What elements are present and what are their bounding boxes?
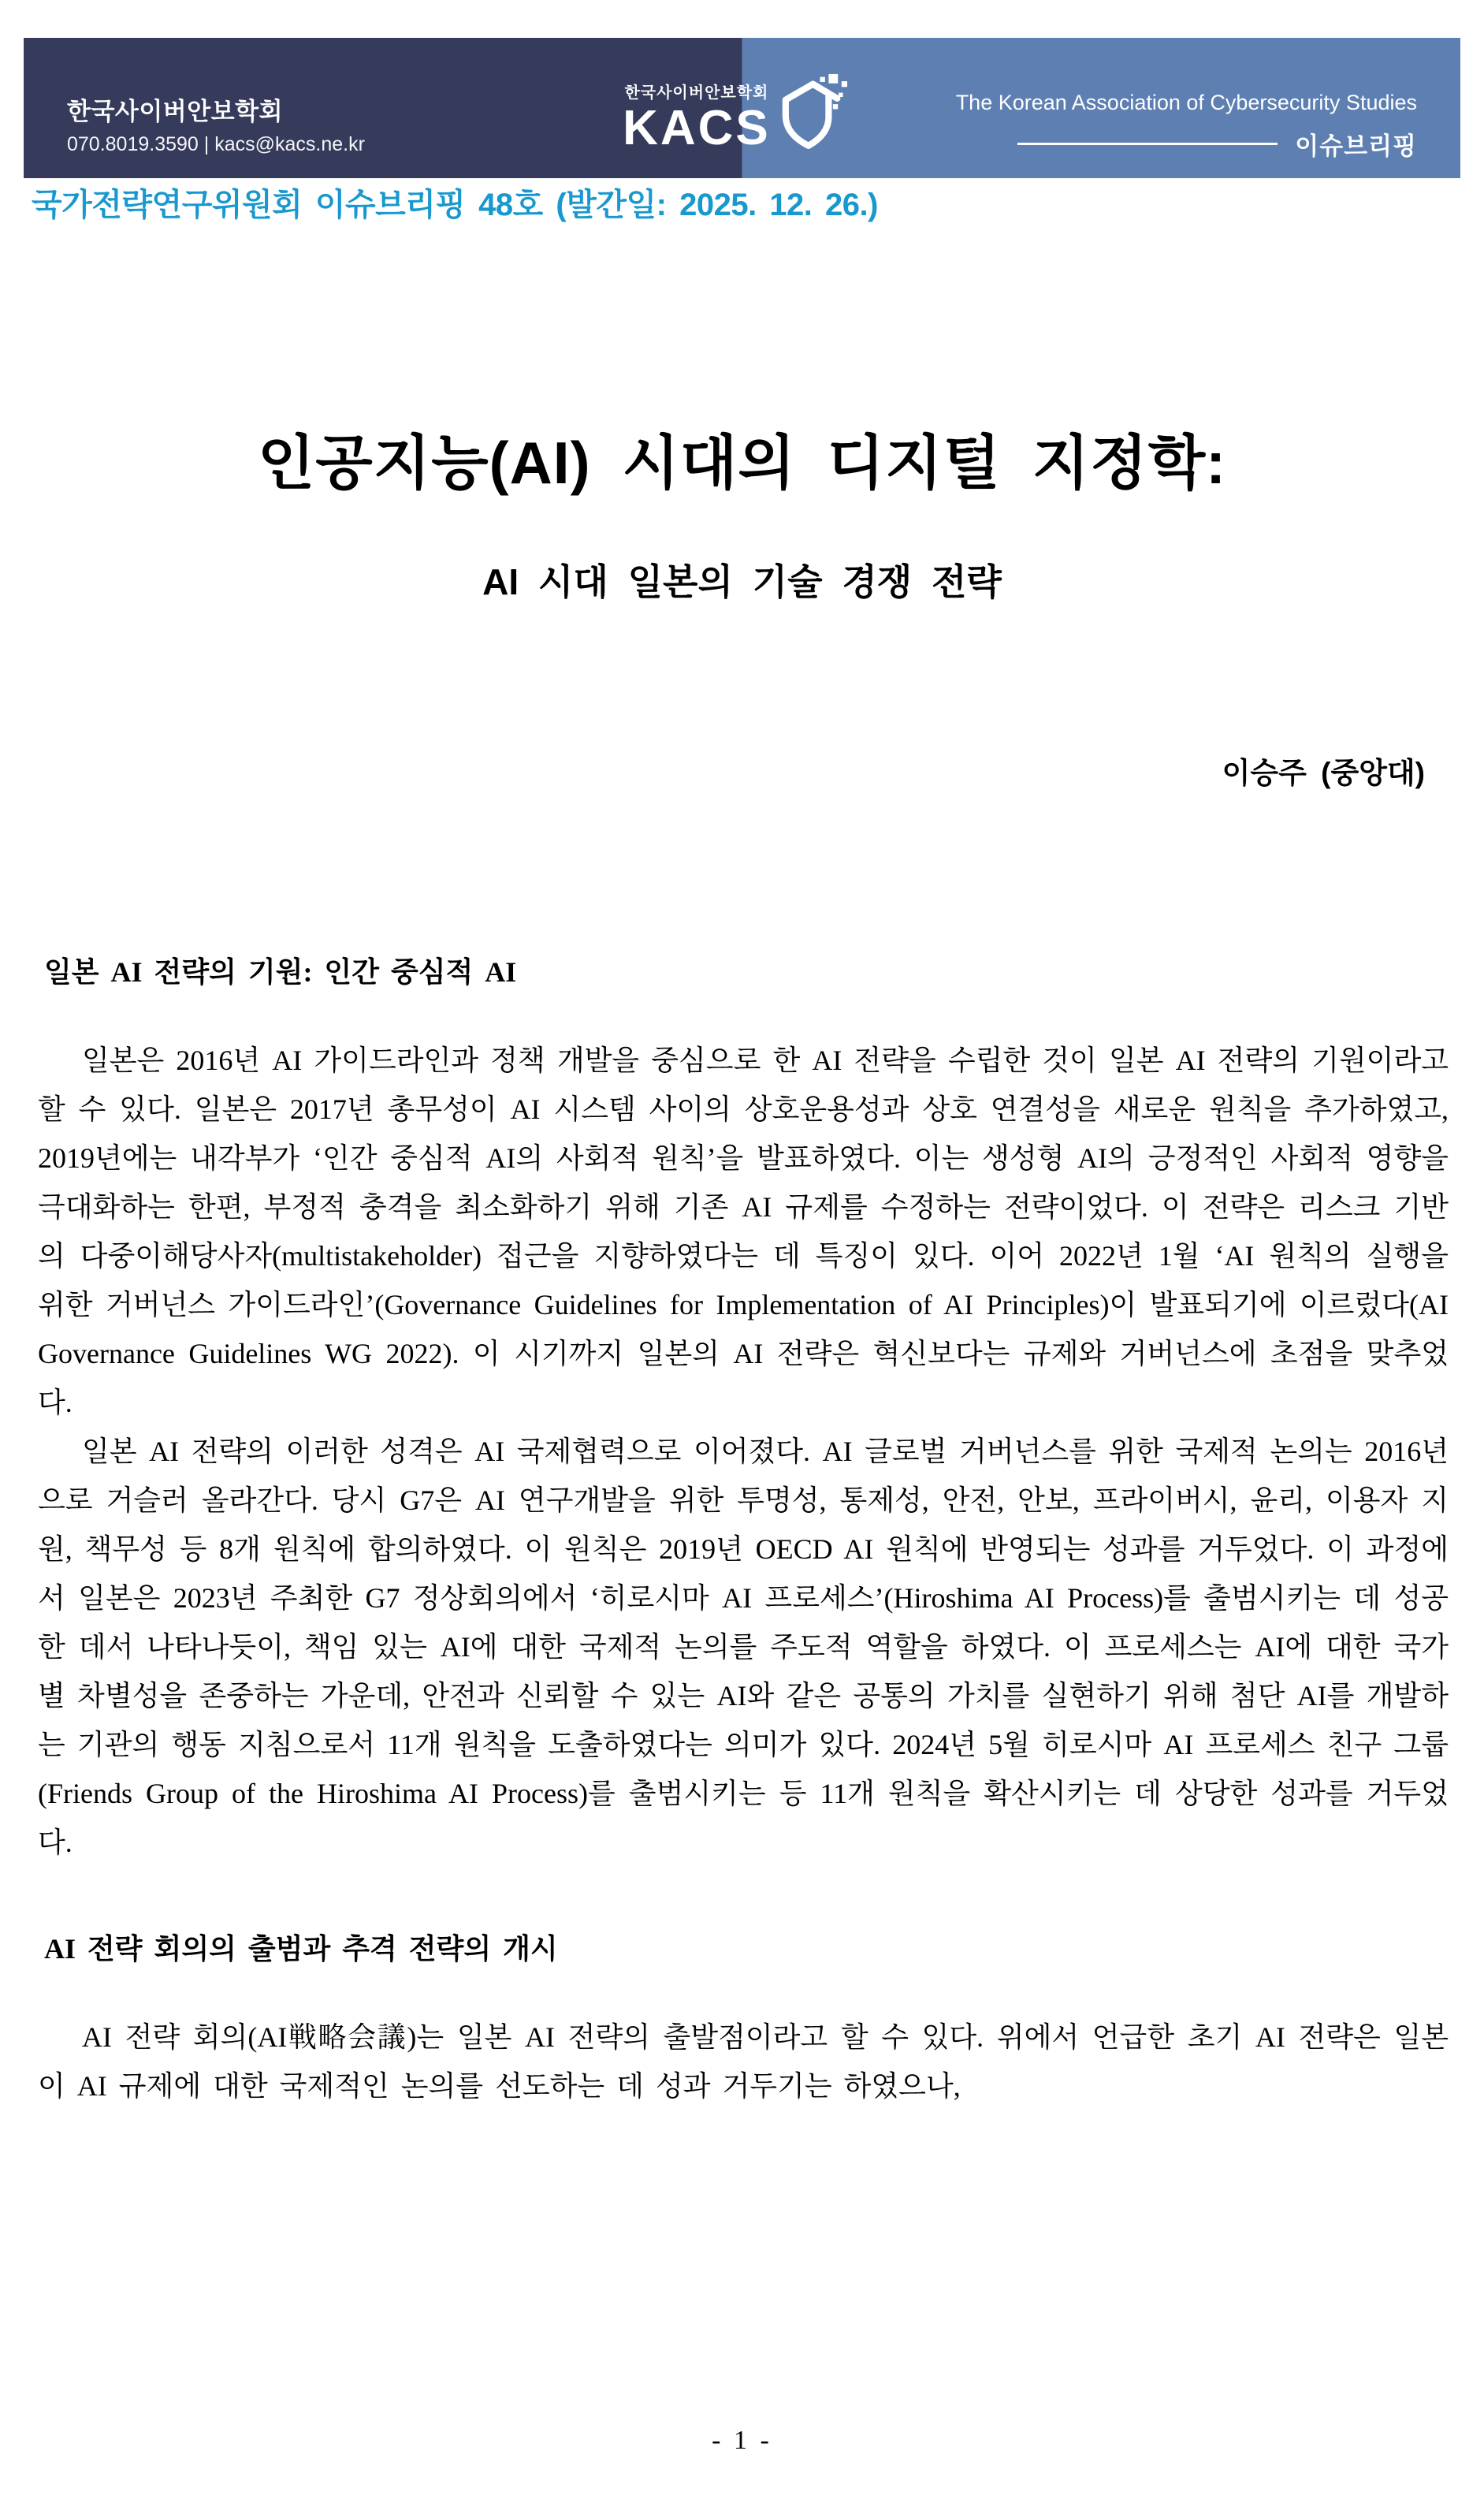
org-name-korean: 한국사이버안보학회	[67, 98, 284, 125]
issue-number-line: 국가전략연구위원회 이슈브리핑 48호 (발간일: 2025. 12. 26.)	[32, 188, 878, 222]
body-paragraph-2: 일본 AI 전략의 이러한 성격은 AI 국제협력으로 이어졌다. AI 글로벌 거버넌스를 위한 국제적 논의는 2016년으로 거슬러 올라간다. 당시 G7은 AI 연구개발을 위한 투명성, 통제성, 안전, 안보, 프라이버시, 윤리, 이용자 지원, 책무성 등 8개 원칙에 합의하였다. 이 원칙은 2019년 OECD AI 원칙에 반영되는 성과를 거두었다. 이 과정에서 일본은 2023년 주최한 G7 정상회의에서 ‘히로시마 AI 프로세스’(Hiroshima AI Process)를 출범시키는 데 성공한 데서 나타나듯이, 책임 있는 AI에 대한 국제적 논의를 주도적 역할을 하였다. 이 프로세스는 AI에 대한 국가별 차별성을 존중하는 가운데, 안전과 신뢰할 수 있는 AI와 같은 공통의 가치를 실현하기 위해 첨단 AI를 개발하는 기관의 행동 지침으로서 11개 원칙을 도출하였다는 의미가 있다. 2024년 5월 히로시마 AI 프로세스 친구 그룹(Friends Group of the Hiroshima AI Process)를 출범시키는 등 11개 원칙을 확산시키는 데 상당한 성과를 거두었다.	[38, 1436, 1449, 1858]
divider-line	[1017, 143, 1278, 145]
header-right-block	[956, 54, 1460, 162]
org-name-english: The Korean Association of Cybersecurity Studies	[955, 91, 1417, 114]
document-title: 인공지능(AI) 시대의 디지털 지정학:	[257, 430, 1227, 496]
issue-brief-row	[1017, 126, 1417, 162]
kacs-logo-text	[623, 80, 771, 156]
body-paragraph-1: 일본은 2016년 AI 가이드라인과 정책 개발을 중심으로 한 AI 전략을 수립한 것이 일본 AI 전략의 기원이라고 할 수 있다. 일본은 2017년 총무성이 AI 시스템 사이의 상호운용성과 상호 연결성을 새로운 원칙을 추가하였고, 2019년에는 내각부가 ‘인간 중심적 AI의 사회적 원칙’을 발표하였다. 이는 생성형 AI의 긍정적인 사회적 영향을 극대화하는 한편, 부정적 충격을 최소화하기 위해 기존 AI 규제를 수정하는 전략이었다. 이 전략은 리스크 기반의 다중이해당사자(multistakeholder) 접근을 지향하였다는 데 특징이 있다. 이어 2022년 1월 ‘AI 원칙의 실행을 위한 거버넌스 가이드라인’(Governance Guidelines for Implementation of AI Principles)이 발표되기에 이르렀다(AI Governance Guidelines WG 2022). 이 시기까지 일본의 AI 전략은 혁신보다는 규제와 거버넌스에 초점을 맞추었다.	[38, 1045, 1449, 1418]
header-banner	[24, 38, 1460, 178]
document-body	[38, 950, 1449, 2110]
issue-brief-label: 이슈브리핑	[1295, 132, 1417, 160]
header-left-block	[24, 60, 365, 156]
body-paragraph-3: AI 전략 회의(AI戦略会議)는 일본 AI 전략의 출발점이라고 할 수 있다. 위에서 언급한 초기 AI 전략은 일본이 AI 규제에 대한 국제적인 논의를 선도하는 데 성과 거두기는 하였으나,	[38, 2021, 1449, 2102]
page-number: - 1 -	[712, 2426, 772, 2455]
logo-korean-label: 한국사이버안보학회	[624, 84, 769, 102]
author-line: 이승주 (중앙대)	[1222, 757, 1425, 789]
section-heading-strategy-council: AI 전략 회의의 출범과 추격 전략의 개시	[44, 1933, 558, 1965]
document-subtitle: AI 시대 일본의 기술 경쟁 전략	[482, 561, 1002, 602]
section-heading-origins: 일본 AI 전략의 기원: 인간 중심적 AI	[44, 956, 517, 988]
kacs-logo	[623, 73, 848, 156]
kacs-shield-icon	[775, 73, 848, 151]
org-contact-info: 070.8019.3590 | kacs@kacs.ne.kr	[67, 133, 365, 155]
logo-acronym: KACS	[623, 101, 771, 156]
